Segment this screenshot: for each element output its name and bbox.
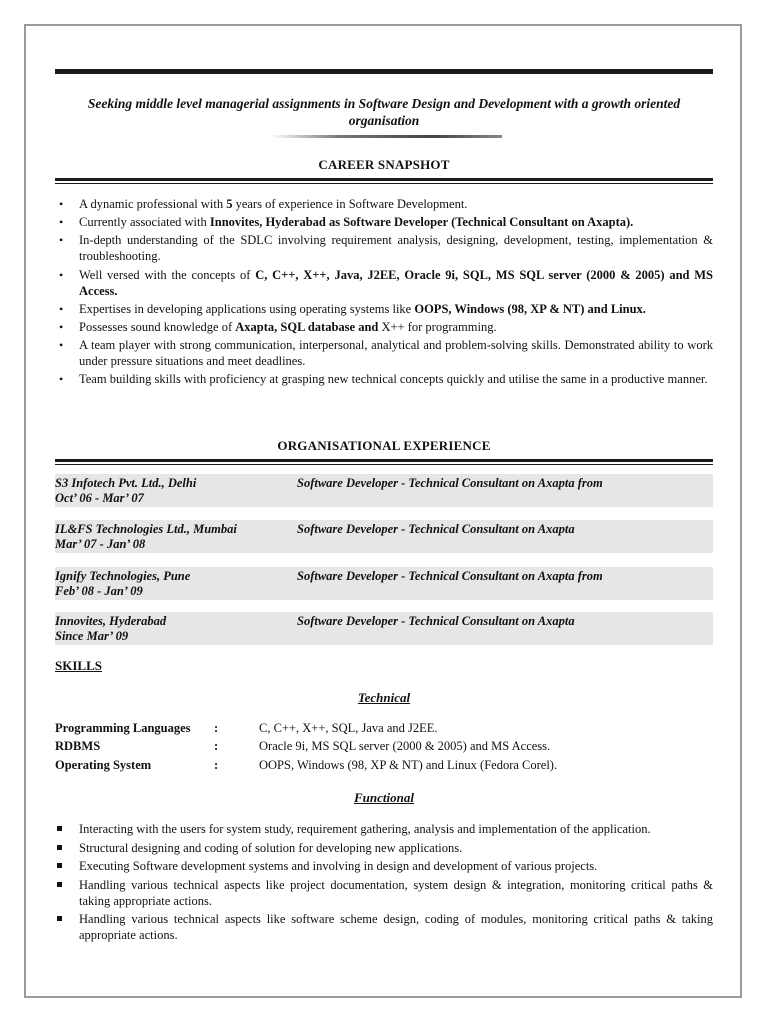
snapshot-bullet-text: Currently associated with (79, 215, 210, 230)
experience-company: S3 Infotech Pvt. Ltd., Delhi (55, 476, 197, 490)
experience-period: Feb’ 08 - Jan’ 09 (55, 584, 143, 598)
experience-company-block (55, 522, 295, 552)
functional-heading: Functional (354, 790, 414, 805)
snapshot-bullet-bold-text: 5 (226, 197, 233, 211)
career-snapshot-rule-thin (55, 183, 713, 184)
snapshot-bullet (55, 196, 713, 212)
bullet-dot-icon: • (59, 372, 64, 387)
career-snapshot-list (55, 196, 713, 390)
functional-bullet-text: Handling various technical aspects like project documentation, system design & integration, monitoring critical paths & taking appropriate actions. (79, 877, 713, 908)
snapshot-bullet-text: Team building skills with proficiency at grasping new technical concepts quickly and utilise the same in a productive manner. (79, 372, 708, 387)
snapshot-bullet-bold-text: Innovites, Hyderabad as Software Developer (Technical Consultant on Axapta). (209, 215, 634, 230)
snapshot-bullet (55, 301, 713, 317)
experience-entry (55, 612, 713, 645)
snapshot-bullet-text: Well versed with the concepts of (79, 267, 256, 282)
experience-period: Oct’ 06 - Mar’ 07 (55, 491, 144, 505)
skill-label: Operating System (55, 758, 152, 772)
square-bullet-icon (57, 863, 62, 868)
snapshot-bullet (55, 232, 713, 264)
functional-bullet (55, 877, 713, 909)
snapshot-bullet-text: In-depth understanding of the SDLC involving requirement analysis, designing, development, testing, implementation & troubleshooting. (79, 233, 713, 264)
square-bullet-icon (57, 826, 62, 831)
experience-role: Software Developer - Technical Consultant on Axapta (297, 614, 575, 628)
experience-company-block (55, 476, 295, 506)
top-rule (55, 69, 713, 74)
functional-bullet (55, 821, 713, 837)
skill-value: Oracle 9i, MS SQL server (2000 & 2005) and MS Access. (259, 739, 551, 753)
functional-bullet (55, 911, 713, 943)
skill-colon: : (214, 721, 219, 735)
snapshot-bullet-text: A dynamic professional with (79, 197, 227, 211)
snapshot-bullet-text: X++ for programming. (381, 319, 497, 334)
bullet-dot-icon: • (59, 233, 64, 248)
experience-rule (55, 459, 713, 462)
experience-role: Software Developer - Technical Consultant on Axapta from (297, 569, 603, 583)
square-bullet-icon (57, 916, 62, 921)
bullet-dot-icon: • (59, 267, 64, 282)
snapshot-bullet-text: A team player with strong communication, interpersonal, analytical and problem-solving skills. Demonstrated ability to work under pressure situations and meet deadlines. (79, 338, 713, 369)
snapshot-bullet-text: Expertises in developing applications using operating systems like (79, 301, 415, 316)
snapshot-bullet (55, 371, 713, 387)
snapshot-bullet-bold-text: C, C++, X++, Java, J2EE, Oracle 9i, SQL, MS SQL server (2000 & 2005) and MS Access. (79, 267, 713, 298)
experience-company-block (55, 614, 295, 644)
functional-skills-list (55, 821, 713, 946)
experience-period: Mar’ 07 - Jan’ 08 (55, 537, 146, 551)
snapshot-bullet-text: Possesses sound knowledge of (79, 319, 236, 334)
experience-entry (55, 567, 713, 600)
snapshot-bullet-text: years of experience in Software Development. (232, 197, 468, 211)
experience-period: Since Mar’ 09 (55, 629, 129, 643)
experience-heading: ORGANISATIONAL EXPERIENCE (277, 438, 491, 453)
experience-company: IL&FS Technologies Ltd., Mumbai (55, 522, 237, 536)
experience-company-block (55, 569, 295, 599)
square-bullet-icon (57, 845, 62, 850)
skill-colon: : (214, 758, 219, 772)
square-bullet-icon (57, 882, 62, 887)
skill-label: Programming Languages (55, 721, 191, 735)
experience-company: Ignify Technologies, Pune (55, 569, 191, 583)
functional-bullet-text: Interacting with the users for system study, requirement gathering, analysis and implementation of the application. (79, 822, 651, 836)
bullet-dot-icon: • (59, 301, 64, 316)
snapshot-bullet-bold-text: Axapta, SQL database and (235, 319, 382, 334)
bullet-dot-icon: • (59, 319, 64, 334)
functional-bullet-text: Handling various technical aspects like software scheme design, coding of modules, monitoring critical paths & taking appropriate actions. (79, 912, 713, 942)
functional-bullet (55, 858, 713, 874)
experience-role: Software Developer - Technical Consultant on Axapta from (297, 476, 603, 490)
snapshot-bullet (55, 319, 713, 335)
skills-heading: SKILLS (55, 658, 102, 673)
technical-heading: Technical (357, 690, 411, 705)
skill-colon: : (214, 739, 219, 753)
snapshot-bullet (55, 267, 713, 299)
experience-role: Software Developer - Technical Consultant on Axapta (297, 522, 575, 536)
functional-bullet (55, 840, 713, 856)
bullet-dot-icon: • (59, 197, 64, 211)
skill-value: OOPS, Windows (98, XP & NT) and Linux (Fedora Corel). (259, 758, 558, 772)
bullet-dot-icon: • (59, 215, 64, 230)
career-snapshot-heading: CAREER SNAPSHOT (318, 157, 450, 172)
snapshot-bullet (55, 214, 713, 230)
snapshot-bullet-bold-text: OOPS, Windows (98, XP & NT) and Linux. (414, 301, 646, 316)
functional-bullet-text: Executing Software development systems and involving in design and development of various projects. (79, 859, 598, 873)
experience-rule-thin (55, 464, 713, 465)
objective-underline (270, 135, 502, 138)
objective-statement: Seeking middle level managerial assignments in Software Design and Development with a growth oriented organisation (87, 96, 681, 128)
experience-entry (55, 520, 713, 553)
skill-value: C, C++, X++, SQL, Java and J2EE. (259, 721, 438, 735)
experience-company: Innovites, Hyderabad (55, 614, 167, 628)
bullet-dot-icon: • (59, 338, 64, 353)
skill-label: RDBMS (55, 739, 101, 753)
functional-bullet-text: Structural designing and coding of solution for developing new applications. (79, 840, 463, 855)
career-snapshot-rule (55, 178, 713, 181)
snapshot-bullet (55, 337, 713, 369)
experience-entry (55, 474, 713, 507)
